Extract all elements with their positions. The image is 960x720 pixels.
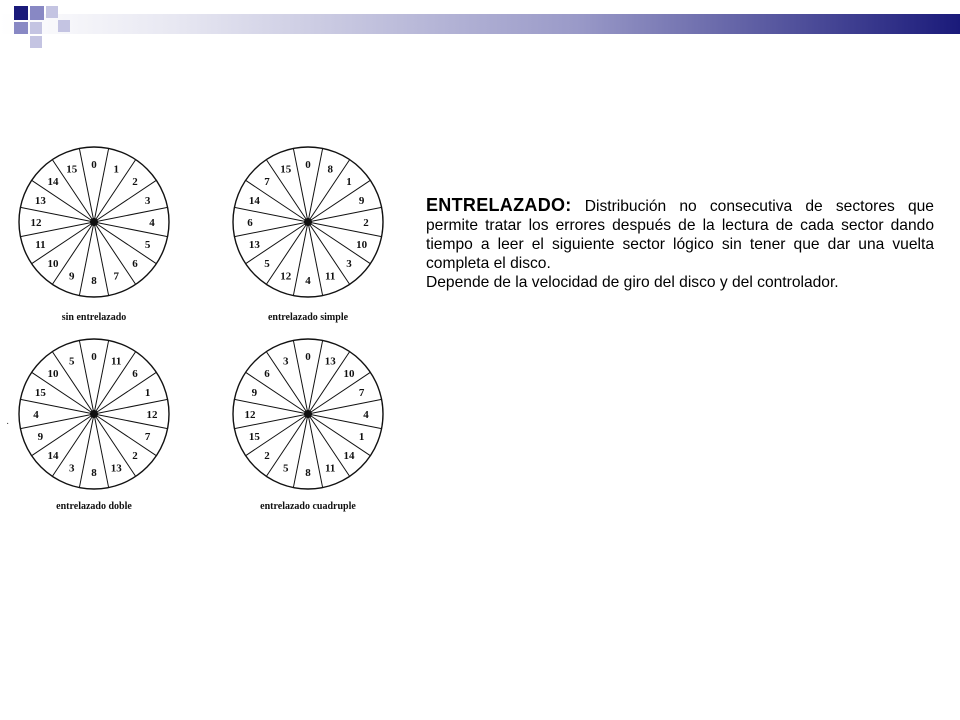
disk-diagram <box>14 337 204 537</box>
sector-label: 5 <box>144 239 151 252</box>
sector-label: 7 <box>144 431 151 444</box>
sector-label: 7 <box>113 270 119 283</box>
disk-diagram <box>228 337 418 537</box>
sector-label: 4 <box>33 409 39 421</box>
sector-label: 3 <box>69 462 75 475</box>
sector-label: 15 <box>280 163 292 176</box>
sector-label: 3 <box>283 355 289 368</box>
sector-label: 6 <box>132 258 138 271</box>
sector-label: 11 <box>324 462 336 475</box>
sector-label: 9 <box>37 431 44 444</box>
sector-label: 4 <box>363 409 369 421</box>
sector-label: 10 <box>47 258 59 271</box>
disk-svg <box>228 337 388 497</box>
sector-label: 4 <box>305 275 311 287</box>
sector-label: 11 <box>324 270 336 283</box>
sector-label: 4 <box>149 217 155 229</box>
sector-label: 9 <box>358 194 365 207</box>
logo-square-mid-2 <box>14 22 28 34</box>
sector-label: 11 <box>110 355 122 368</box>
sector-label: 0 <box>305 351 311 363</box>
sector-label: 0 <box>91 351 97 363</box>
disk-hub <box>304 218 312 226</box>
sector-label: 7 <box>264 175 270 188</box>
sector-label: 13 <box>34 194 46 207</box>
sector-label: 2 <box>363 217 369 229</box>
logo-square-light-2 <box>30 22 42 34</box>
sector-label: 5 <box>264 258 270 271</box>
sector-label: 12 <box>244 409 256 421</box>
disk-diagram <box>228 145 418 345</box>
sector-label: 13 <box>110 462 122 475</box>
sector-label: 9 <box>69 270 75 283</box>
logo-square-mid <box>30 6 44 20</box>
sector-label: 14 <box>343 450 355 463</box>
sector-label: 3 <box>144 194 151 207</box>
sector-label: 6 <box>264 367 270 380</box>
logo-square-dark <box>14 6 28 20</box>
sector-label: 6 <box>247 217 253 229</box>
disk-hub <box>90 218 98 226</box>
sector-label: 2 <box>264 450 270 463</box>
sector-label: 8 <box>327 163 333 176</box>
sector-label: 1 <box>144 386 151 399</box>
description-block <box>426 196 934 292</box>
definition-text: Distribución no consecutiva de sectores que permite tratar los errores después de la lectura de cada sector dando tiempo a leer el siguiente sector lógico sin tener que dar una vuelta completa el disco. <box>426 198 934 272</box>
sector-label: 6 <box>132 367 138 380</box>
sector-label: 11 <box>35 239 46 252</box>
sector-label: 14 <box>248 194 260 207</box>
sector-label: 10 <box>356 239 368 252</box>
disk-caption: entrelazado cuadruple <box>260 501 356 512</box>
sector-label: 2 <box>132 450 138 463</box>
disk-caption: sin entrelazado <box>61 312 127 323</box>
logo-square-light-4 <box>58 20 70 32</box>
sector-label: 7 <box>358 386 365 399</box>
logo-square-light-3 <box>30 36 42 48</box>
sector-label: 12 <box>280 270 292 283</box>
disk-caption: entrelazado doble <box>56 501 132 512</box>
sector-label: 8 <box>91 467 97 479</box>
sector-label: 8 <box>305 467 311 479</box>
sector-label: 3 <box>346 258 352 271</box>
sector-label: 1 <box>113 163 119 176</box>
sector-label: 2 <box>132 175 138 188</box>
sector-label: 5 <box>283 462 289 475</box>
definition-paragraph <box>426 196 934 273</box>
sector-label: 8 <box>91 275 97 287</box>
sector-label: 12 <box>146 409 158 421</box>
dependency-text: Depende de la velocidad de giro del disco y del controlador. <box>426 274 839 291</box>
sector-label: 5 <box>69 355 75 368</box>
sector-label: 9 <box>251 386 258 399</box>
sector-label: 15 <box>248 431 260 444</box>
sector-label: 10 <box>47 367 59 380</box>
disk-svg <box>14 145 174 305</box>
sector-label: 15 <box>66 163 78 176</box>
sector-label: 1 <box>358 431 365 444</box>
logo-square-light <box>46 6 58 18</box>
sector-label: 0 <box>305 159 311 171</box>
disk-caption: entrelazado simple <box>267 312 349 323</box>
sector-label: 13 <box>324 355 336 368</box>
stray-mark: · <box>6 418 10 429</box>
sector-label: 14 <box>47 175 59 188</box>
disk-svg <box>228 145 388 305</box>
sector-label: 13 <box>248 239 260 252</box>
disk-hub <box>90 410 98 418</box>
disk-diagram <box>14 145 204 345</box>
disk-hub <box>304 410 312 418</box>
sector-label: 1 <box>346 175 352 188</box>
sector-label: 10 <box>343 367 355 380</box>
header-gradient-bar <box>0 14 960 34</box>
disk-svg <box>14 337 174 497</box>
sector-label: 12 <box>30 217 42 229</box>
sector-label: 14 <box>47 450 59 463</box>
term-heading: ENTRELAZADO: <box>426 195 572 215</box>
sector-label: 15 <box>34 386 46 399</box>
sector-label: 0 <box>91 159 97 171</box>
